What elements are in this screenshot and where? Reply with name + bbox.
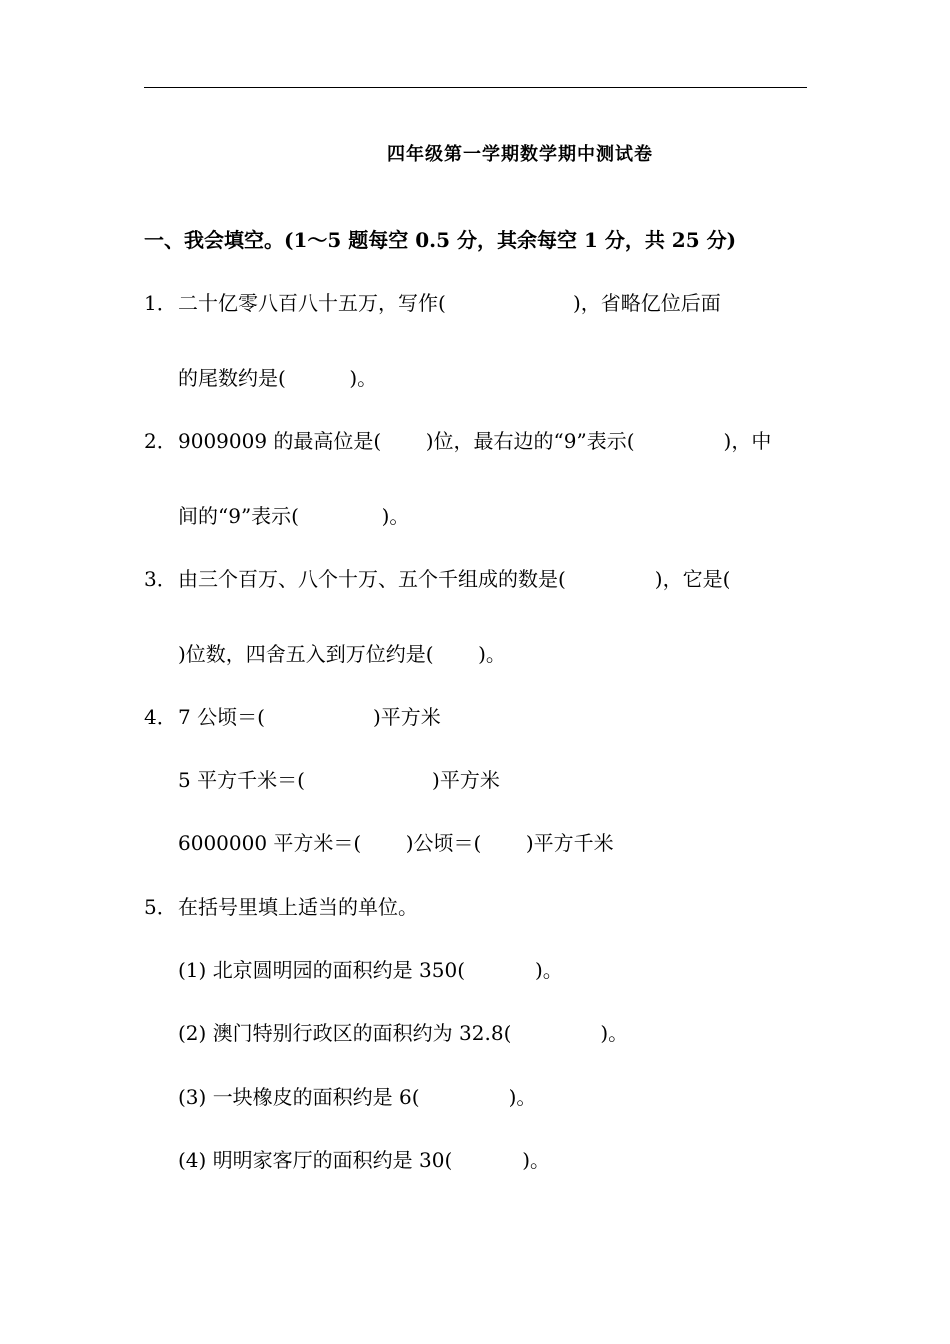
header-rule bbox=[144, 87, 807, 88]
question-number: 2． bbox=[144, 429, 177, 453]
question-2-line-1 bbox=[144, 427, 771, 455]
question-text: 9009009 的最高位是( )位，最右边的“9”表示( )，中 bbox=[178, 429, 772, 453]
question-4-line-2: 5 平方千米＝( )平方米 bbox=[178, 768, 500, 792]
question-5-item-2: (2) 澳门特别行政区的面积约为 32.8( )。 bbox=[178, 1021, 629, 1045]
question-text: 由三个百万、八个十万、五个千组成的数是( )，它是( bbox=[178, 567, 731, 591]
question-2-line-2: 间的“9”表示( )。 bbox=[178, 504, 410, 528]
question-3-line-2: )位数，四舍五入到万位约是( )。 bbox=[178, 642, 506, 666]
question-5-item-1: (1) 北京圆明园的面积约是 350( )。 bbox=[178, 958, 563, 982]
question-number: 5． bbox=[144, 895, 177, 919]
page-title: 四年级第一学期数学期中测试卷 bbox=[387, 144, 653, 165]
question-number: 1． bbox=[144, 291, 177, 315]
question-number: 3． bbox=[144, 567, 177, 591]
question-1-line-2: 的尾数约是( )。 bbox=[178, 366, 378, 390]
question-text: 在括号里填上适当的单位。 bbox=[178, 895, 418, 919]
question-number: 4． bbox=[144, 705, 177, 729]
question-text: 二十亿零八百八十五万，写作( )，省略亿位后面 bbox=[178, 291, 721, 315]
question-1-line-1 bbox=[144, 289, 721, 317]
question-3-line-1 bbox=[144, 565, 730, 593]
question-4-line-3: 6000000 平方米＝( )公顷＝( )平方千米 bbox=[178, 831, 614, 855]
section-heading: 一、我会填空。(1～5 题每空 0.5 分，其余每空 1 分，共 25 分) bbox=[144, 228, 737, 252]
question-4-line-1 bbox=[144, 703, 441, 731]
question-5-item-4: (4) 明明家客厅的面积约是 30( )。 bbox=[178, 1148, 551, 1172]
question-text: 7 公顷＝( )平方米 bbox=[178, 705, 441, 729]
question-5-line-1 bbox=[144, 893, 418, 921]
question-5-item-3: (3) 一块橡皮的面积约是 6( )。 bbox=[178, 1085, 537, 1109]
